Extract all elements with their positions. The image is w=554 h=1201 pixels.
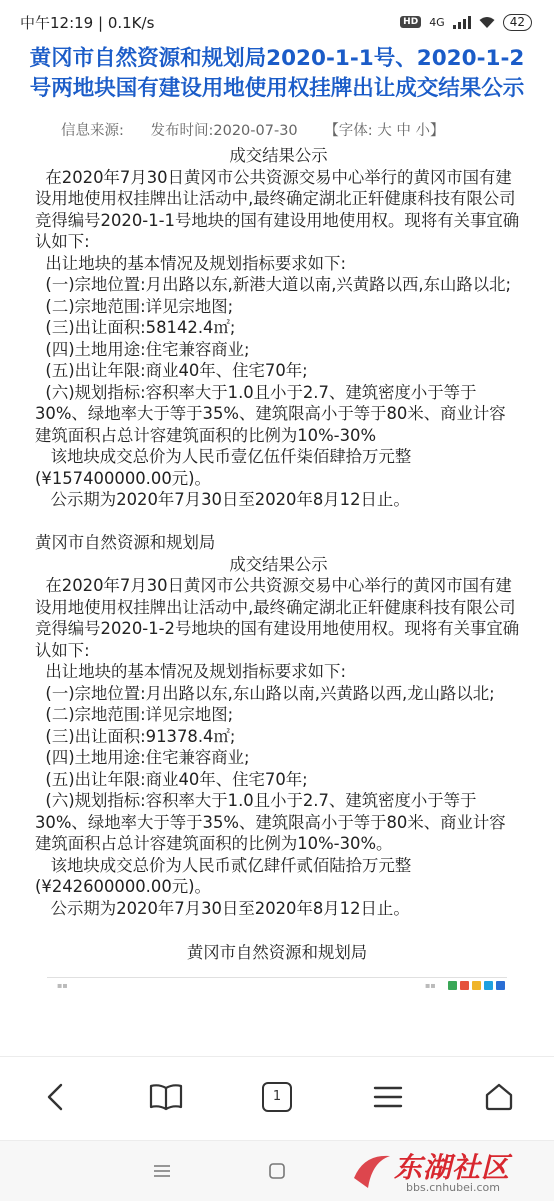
paragraph: (二)宗地范围:详见宗地图; <box>35 296 234 316</box>
article-title: 黄冈市自然资源和规划局2020-1-1号、2020-1-2号两地块国有建设用地使用权挂牌出让成交结果公示 <box>29 46 525 101</box>
watermark-url: bbs.cnhubei.com <box>406 1181 500 1194</box>
square-home-icon <box>268 1162 286 1180</box>
tabs-icon <box>262 1082 292 1112</box>
network-type: 4G <box>429 15 445 29</box>
org-signature: 黄冈市自然资源和规划局 <box>35 533 216 552</box>
paragraph: 成交结果公示 <box>229 554 328 574</box>
paragraph: 该地块成交总价为人民币壹亿伍仟柒佰肆拾万元整(¥157400000.00元)。 <box>35 447 412 488</box>
hd-icon: HD <box>400 16 421 28</box>
bookmarks-book-icon <box>149 1083 183 1111</box>
share-weibo-icon[interactable] <box>460 981 469 990</box>
share-icons[interactable] <box>448 981 505 990</box>
font-size-selector[interactable]: 【字体: 大 中 小】 <box>324 123 445 139</box>
article-body <box>0 145 554 919</box>
paragraph: 出让地块的基本情况及规划指标要求如下: <box>35 662 346 681</box>
paragraph: 该地块成交总价为人民币贰亿肆仟贰佰陆拾万元整(¥242600000.00元)。 <box>35 855 412 896</box>
wifi-icon <box>479 16 495 29</box>
paragraph: 在2020年7月30日黄冈市公共资源交易中心举行的黄冈市国有建设用地使用权挂牌出让活动中,最终确定湖北正轩健康科技有限公司竞得编号2020-1-2号地块的国有建设用地使用权。现将有关事宜确认如下: <box>35 576 520 660</box>
share-more-icon[interactable] <box>496 981 505 990</box>
paragraph: (四)土地用途:住宅兼容商业; <box>35 748 250 767</box>
battery-icon: 42 <box>503 14 532 31</box>
tabs-button[interactable] <box>247 1067 307 1127</box>
signal-icon <box>453 15 471 29</box>
share-label-icon: ▪▪ <box>57 981 68 990</box>
paragraph: (一)宗地位置:月出路以东,东山路以南,兴黄路以西,龙山路以北; <box>35 683 495 703</box>
status-time-speed: 中午12:19 | 0.1K/s <box>20 13 155 32</box>
paragraph: 出让地块的基本情况及规划指标要求如下: <box>35 253 346 273</box>
spacer <box>35 511 522 533</box>
paragraph: 成交结果公示 <box>229 146 328 165</box>
paragraph: (三)出让面积:91378.4㎡; <box>35 726 236 746</box>
share-count-icon: ▪▪ <box>425 981 436 990</box>
paragraph: (五)出让年限:商业40年、住宅70年; <box>35 361 308 380</box>
watermark-logo-icon <box>350 1148 396 1194</box>
paragraph: (一)宗地位置:月出路以东,新港大道以南,兴黄路以西,东山路以北; <box>35 275 512 294</box>
paragraph: (二)宗地范围:详见宗地图; <box>35 705 234 724</box>
watermark-brand: 东湖社区 <box>394 1151 511 1184</box>
bookmarks-button[interactable] <box>136 1067 196 1127</box>
paragraph: (三)出让面积:58142.4㎡; <box>35 318 236 337</box>
status-icons <box>400 14 532 31</box>
paragraph: 在2020年7月30日黄冈市公共资源交易中心举行的黄冈市国有建设用地使用权挂牌出让活动中,最终确定湖北正轩健康科技有限公司竞得编号2020-1-1号地块的国有建设用地使用权。现将有关事宜确认如下: <box>35 167 520 251</box>
publish-time: 发布时间:2020-07-30 <box>150 123 298 139</box>
recent-apps-icon <box>153 1164 171 1178</box>
recent-apps-button[interactable] <box>150 1159 174 1183</box>
paragraph: (六)规划指标:容积率大于1.0且小于2.7、建筑密度小于等于30%、绿地率大于等于35%、建筑限高小于等于80米、商业计容建筑面积占总计容建筑面积的比例为10%-30% <box>35 382 506 445</box>
share-wechat-icon[interactable] <box>448 981 457 990</box>
back-button[interactable] <box>25 1067 85 1127</box>
home-system-button[interactable] <box>265 1159 289 1183</box>
footer-org: 黄冈市自然资源和规划局 <box>186 943 368 962</box>
article-content[interactable] <box>0 44 554 1046</box>
paragraph: 公示期为2020年7月30日至2020年8月12日止。 <box>35 490 410 509</box>
menu-icon <box>373 1085 403 1109</box>
paragraph: 公示期为2020年7月30日至2020年8月12日止。 <box>35 898 410 918</box>
home-icon <box>484 1082 514 1112</box>
watermark <box>350 1146 540 1196</box>
tab-count: 1 <box>272 1089 282 1104</box>
source-label: 信息来源: <box>61 123 124 139</box>
browser-toolbar <box>0 1056 554 1140</box>
share-qzone-icon[interactable] <box>472 981 481 990</box>
home-button[interactable] <box>469 1067 529 1127</box>
paragraph: (六)规划指标:容积率大于1.0且小于2.7、建筑密度小于等于30%、绿地率大于等于35%、建筑限高小于等于80米、商业计容建筑面积占总计容建筑面积的比例为10%-30%。 <box>35 791 506 853</box>
status-bar <box>0 0 554 44</box>
paragraph: (四)土地用途:住宅兼容商业; <box>35 339 250 359</box>
paragraph: (五)出让年限:商业40年、住宅70年; <box>35 769 308 789</box>
article-meta <box>0 119 554 140</box>
back-arrow-icon <box>45 1083 65 1111</box>
menu-button[interactable] <box>358 1067 418 1127</box>
share-toolbar <box>47 977 507 994</box>
share-qq-icon[interactable] <box>484 981 493 990</box>
